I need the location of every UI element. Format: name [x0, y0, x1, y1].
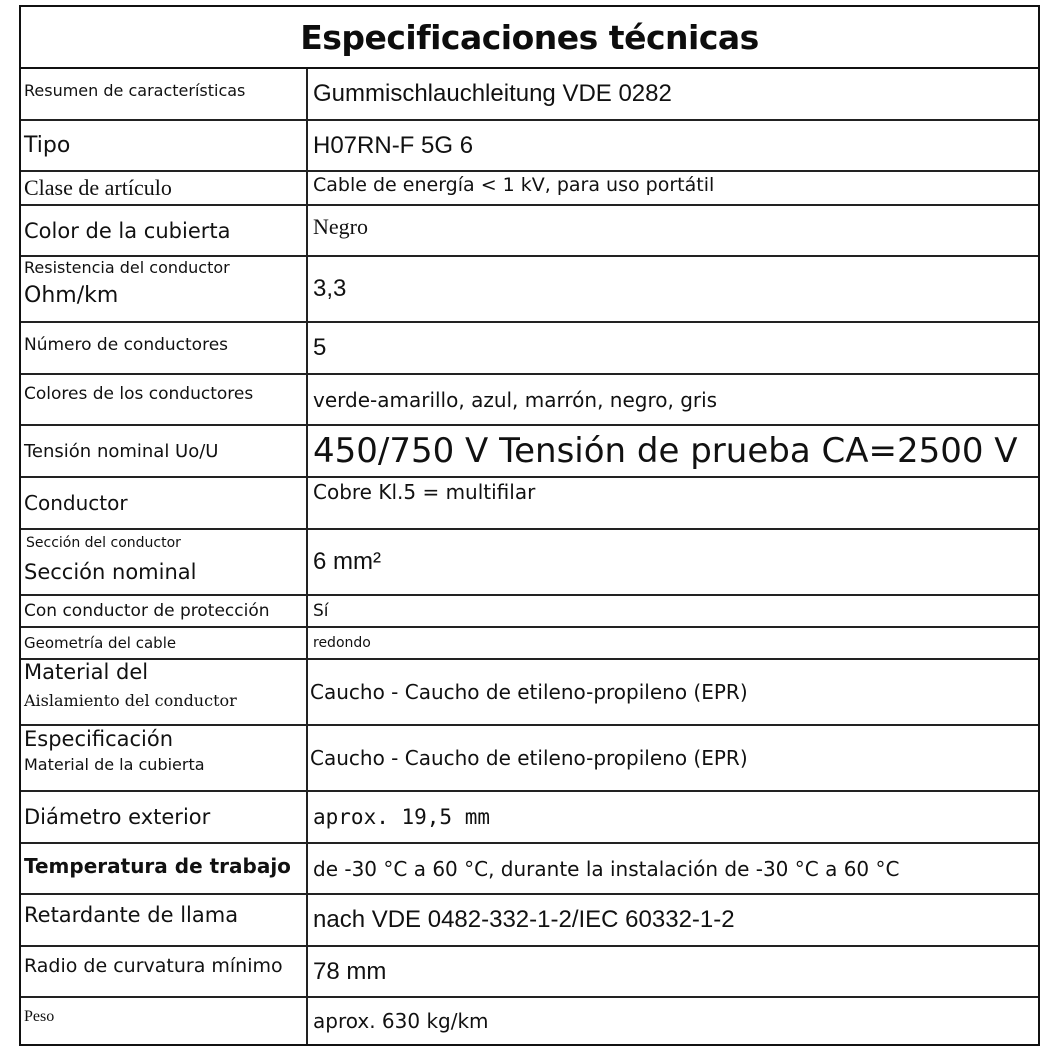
spec-label: Conductor [21, 478, 308, 528]
spec-label [21, 660, 308, 724]
spec-label: Radio de curvatura mínimo [21, 947, 308, 996]
spec-label: Retardante de llama [21, 895, 308, 945]
spec-value: 5 [313, 334, 327, 361]
spec-row-sheath-material [21, 726, 1038, 792]
spec-label: Peso [21, 998, 308, 1044]
spec-row-flame-retardant [21, 895, 1038, 947]
spec-value: nach VDE 0482-332-1-2/IEC 60332-1-2 [313, 906, 735, 933]
spec-value: 6 mm² [313, 548, 381, 575]
spec-label: Con conductor de protección [21, 596, 308, 626]
spec-value: Caucho - Caucho de etileno-propileno (EPR) [310, 680, 748, 704]
spec-label-line1: Especificación [24, 727, 174, 751]
spec-value: Caucho - Caucho de etileno-propileno (EPR) [310, 746, 748, 770]
spec-label-line1: Sección del conductor [26, 535, 181, 551]
spec-row-conductor-colors [21, 375, 1038, 426]
spec-label: Resumen de características [21, 69, 308, 119]
spec-row-insulation-material [21, 660, 1038, 726]
spec-label-line2: Ohm/km [24, 283, 119, 308]
spec-row-sheath-color [21, 206, 1038, 257]
spec-row-bending-radius [21, 947, 1038, 998]
spec-label: Colores de los conductores [21, 375, 308, 424]
spec-label: Número de conductores [21, 323, 308, 373]
spec-row-protective-conductor [21, 596, 1038, 628]
spec-label [21, 257, 308, 321]
spec-value: Cable de energía < 1 kV, para uso portátil [313, 174, 715, 196]
page-title: Especificaciones técnicas [21, 7, 1038, 69]
spec-value: de -30 °C a 60 °C, durante la instalación de -30 °C a 60 °C [313, 856, 900, 881]
spec-row-cross-section [21, 530, 1038, 596]
spec-row-article-class [21, 172, 1038, 206]
spec-value: aprox. 630 kg/km [313, 1009, 489, 1033]
spec-value: redondo [313, 635, 371, 651]
spec-label-line1: Resistencia del conductor [24, 258, 230, 277]
spec-label [21, 726, 308, 790]
spec-label-line1: Material del [24, 660, 149, 684]
spec-value: 450/750 V Tensión de prueba CA=2500 V [313, 431, 1018, 471]
spec-value: 78 mm [313, 957, 387, 985]
spec-row-weight [21, 998, 1038, 1044]
spec-label: Temperatura de trabajo [21, 844, 308, 893]
spec-value: 3,3 [313, 275, 347, 302]
spec-label: Diámetro exterior [21, 792, 308, 842]
spec-row-conductor [21, 478, 1038, 530]
spec-value: Gummischlauchleitung VDE 0282 [313, 80, 672, 107]
spec-label: Clase de artículo [21, 172, 308, 204]
spec-label: Geometría del cable [21, 628, 308, 658]
spec-row-outer-diameter [21, 792, 1038, 844]
spec-label: Tipo [21, 121, 308, 170]
spec-row-working-temperature [21, 844, 1038, 895]
spec-row-summary [21, 69, 1038, 121]
spec-label-line2: Sección nominal [24, 560, 197, 584]
spec-value: H07RN-F 5G 6 [313, 131, 474, 159]
spec-value: aprox. 19,5 mm [313, 805, 491, 829]
spec-row-nominal-voltage [21, 426, 1038, 478]
spec-value: Sí [313, 601, 329, 621]
spec-label [21, 530, 308, 594]
spec-label: Color de la cubierta [21, 206, 308, 255]
spec-value: verde-amarillo, azul, marrón, negro, gris [313, 387, 718, 412]
spec-row-conductor-count [21, 323, 1038, 375]
spec-row-resistance [21, 257, 1038, 323]
spec-label-line2: Material de la cubierta [24, 755, 205, 774]
spec-label-line2: Aislamiento del conductor [24, 691, 237, 710]
spec-row-cable-geometry [21, 628, 1038, 660]
spec-value: Cobre Kl.5 = multifilar [313, 480, 536, 504]
spec-value: Negro [313, 214, 368, 239]
spec-label: Tensión nominal Uo/U [21, 426, 308, 476]
spec-sheet [19, 5, 1040, 1046]
spec-row-type [21, 121, 1038, 172]
